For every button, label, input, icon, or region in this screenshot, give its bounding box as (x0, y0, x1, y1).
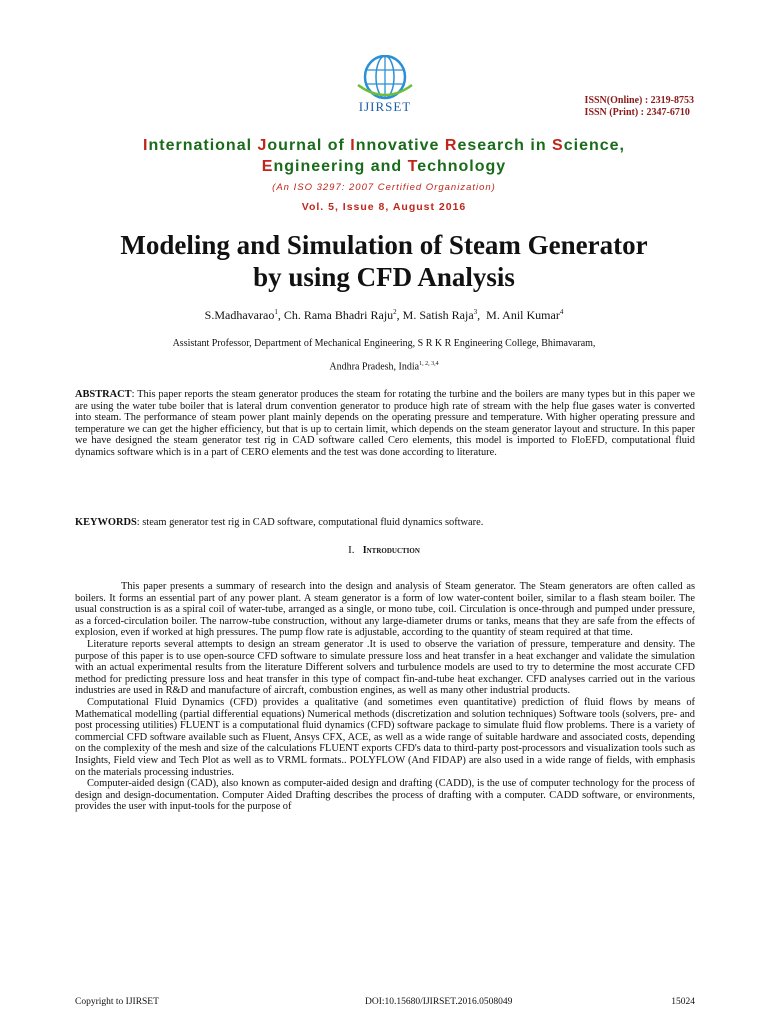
journal-name-part: I (143, 137, 149, 154)
author-list: S.Madhavarao$^1$, Ch. Rama Bhadri Raju$^2$, M. Satish Raja$^3$, M. Anil Kumar$^4$ (204, 308, 564, 322)
journal-name-part: S (552, 137, 564, 154)
journal-logo (344, 55, 426, 119)
page-number: 15024 (671, 997, 695, 1007)
footer-doi: DOI:10.15680/IJIRSET.2016.0508049 (365, 997, 513, 1007)
body-text (75, 581, 695, 813)
author-2: Ch. Rama Bhadri Raju (283, 308, 394, 322)
paper-title (0, 229, 768, 293)
journal-name-part: ngineering and (273, 158, 408, 175)
paper-title-line2: by using CFD Analysis (253, 262, 515, 292)
author-1: S.Madhavarao (204, 308, 275, 322)
journal-name-line2 (0, 156, 768, 177)
globe-icon (344, 55, 426, 101)
journal-name-part: nternational (148, 137, 258, 154)
keywords (75, 517, 695, 529)
affiliation (0, 333, 768, 377)
author-4-affil: 4 (559, 308, 564, 316)
journal-name-part: esearch in (457, 137, 553, 154)
journal-name-part: R (444, 137, 458, 154)
affiliation-line2 (0, 354, 768, 377)
author-4: M. Anil Kumar (486, 308, 560, 322)
journal-name-part: cience, (563, 137, 625, 154)
journal-name-part: nnovative (355, 137, 445, 154)
logo-text: IJIRSET (358, 99, 412, 114)
footer-copyright: Copyright to IJIRSET (75, 997, 159, 1007)
abstract (75, 389, 695, 459)
issn-print: ISSN (Print) : 2347-6710 (584, 107, 690, 118)
keywords-label: KEYWORDS (75, 517, 137, 528)
author-2-affil: 2 (393, 308, 397, 316)
journal-name-part: T (407, 158, 418, 175)
section-number: I. (348, 544, 355, 556)
issn-block (585, 95, 694, 119)
issn-online: ISSN(Online) : 2319-8753 (584, 95, 694, 106)
journal-name-part: J (257, 137, 268, 154)
journal-name-part: I (350, 137, 356, 154)
journal-name-line1 (0, 135, 768, 156)
abstract-label: ABSTRACT (75, 389, 132, 400)
journal-name (0, 135, 768, 177)
paragraph: Computational Fluid Dynamics (CFD) provides a qualitative (and sometimes even quantitative) prediction of fluid flows by means of Mathematical modelling (partial differential equations) Numerical methods (discretization and solution techniques) Software tools (solvers, pre- and post processing utilities) FLUENT is a computational fluid dynamics (CFD) software package to simulate fluid flow problems. There is a variety of commercial CFD software available such as Fluent, Ansys CFX, ACE, as well as a wide range of suitable hardware and associated costs, depending on the complexity of the mesh and size of the calculations FLUENT exports CFD's data to third-party post-processors and visualization tools such as Insights, Field view and Tech Plot as well as to VRML formats.. POLYFLOW (And FIDAP) are also used in a wide range of fields, with emphasis on the materials processing industries. (75, 696, 695, 778)
affiliation-sup: 1, 2, 3,4 (419, 361, 439, 367)
paragraph: Computer-aided design (CAD), also known as computer-aided design and drafting (CADD), is the use of computer technology for the process of design and design-documentation. Computer Aided Drafting describes the process of drafting with a computer. CADD software, or environments, provides the user with input-tools for the purpose of (75, 778, 695, 813)
section-title: Introduction (362, 545, 420, 556)
keywords-text: : steam generator test rig in CAD software, computational fluid dynamics software. (136, 517, 484, 528)
abstract-text: : This paper reports the steam generator produces the steam for rotating the turbine and the boilers are many types but in this paper we are using the water tube boiler that is lateral drum convention generator to produce high rate of stream with the help flue gases water is converted into steam. The performance of steam power plant mainly depends on the operating pressure and temperature. With higher operating pressure and temperature we can get the higher efficiency, but that is up to certain limit, which depends on the steam generator layout and structure. In this paper we have designed the steam generator test rig in CAD software called Cero elements, this model is imported to FloEFD, computational fluid dynamics software which is in a part of CERO elements and the test was done according to literature. (75, 389, 695, 458)
affiliation-line1: Assistant Professor, Department of Mechanical Engineering, S R K R Engineering College, Bhimavaram, (172, 338, 596, 349)
journal-name-part: ournal of (267, 137, 351, 154)
paragraph: Literature reports several attempts to design an stream generator .It is used to observe the variation of pressure, temperature and density. The purpose of this paper is to use open-source CFD software to simulate pressure loss and heat transfer in a heat exchanger and validate the simulation with an actual experimental results from the literature Different solvers and turbulence models are used to try to determine the most accurate CFD method for predicting pressure loss and heat transfer in this type of compact fin-and-tube heat exchanger. CFD analyses carried out in the various industries are used in R&D and manufacture of aircraft, combustion engines, as well as many other industrial products. (75, 638, 695, 697)
author-3-affil: 3 (473, 308, 478, 316)
affiliation-location: Andhra Pradesh, India (329, 361, 420, 373)
paragraph: This paper presents a summary of research into the design and analysis of Steam generator. The Steam generators are often called as boilers. It forms an essential part of any power plant. A steam generator is a form of low water-content boiler, similar to a flash steam boiler. The usual construction is as a spiral coil of water-tube, arranged as a single, or mono tube, coil. Circulation is once-through and pumped under pressure, as a forced-circulation boiler. The narrow-tube construction, without any large-diameter drums or tanks, means that they are safe from the effects of explosion, even if worked at high pressures. The pump flow rate is adjustable, according to the quantity of steam required at that time. (75, 581, 695, 639)
author-1-affil: 1 (274, 308, 278, 316)
volume-issue: Vol. 5, Issue 8, August 2016 (301, 201, 467, 213)
author-3: M. Satish Raja (402, 308, 474, 322)
paper-title-line1: Modeling and Simulation of Steam Generator (120, 230, 648, 260)
iso-certification: (An ISO 3297: 2007 Certified Organization) (272, 182, 496, 193)
section-heading (0, 544, 768, 556)
journal-name-part: echnology (417, 158, 507, 175)
journal-name-part: E (261, 158, 274, 175)
